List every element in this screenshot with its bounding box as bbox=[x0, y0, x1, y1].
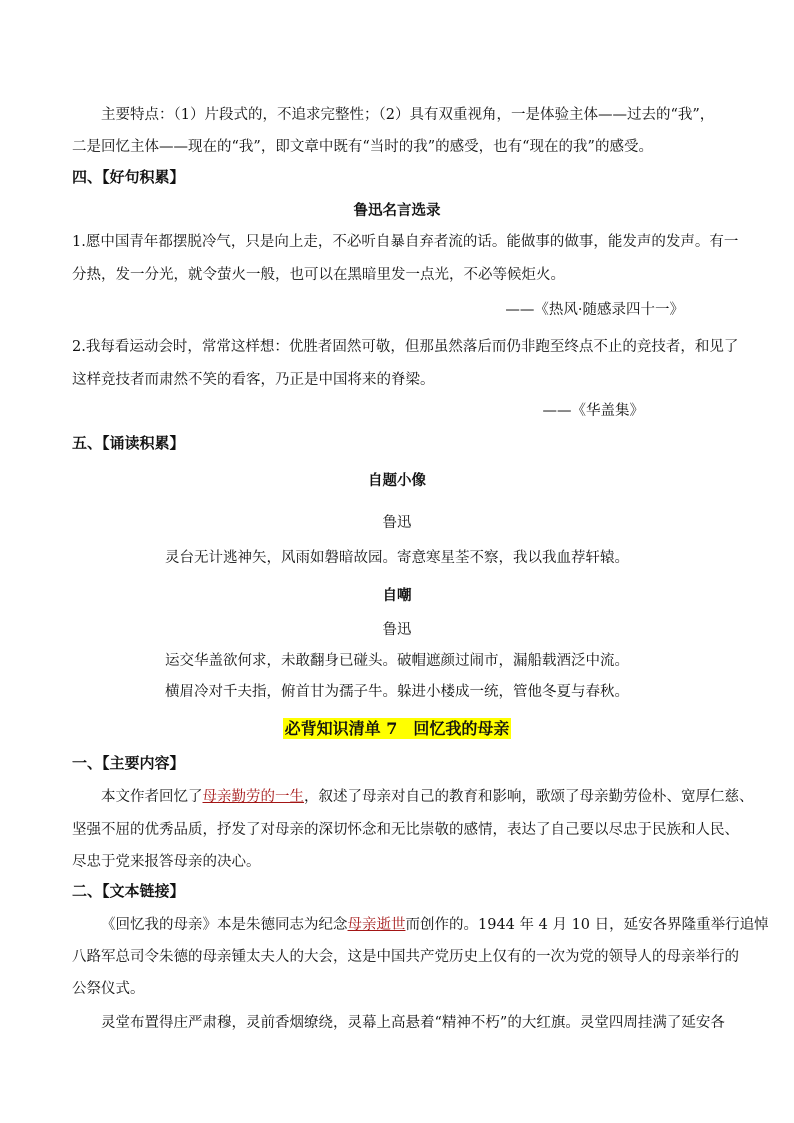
section-4-heading: 四、【好句积累】 bbox=[72, 168, 185, 186]
part-1-heading: 一、【主要内容】 bbox=[72, 754, 185, 772]
part-1-line-3: 尽忠于党来报答母亲的决心。 bbox=[72, 854, 261, 870]
section-4-subtitle: 鲁迅名言选录 bbox=[353, 202, 441, 219]
banner-title: 必背知识清单 7 回忆我的母亲 bbox=[284, 719, 510, 738]
poem-2-line-2: 横眉冷对千夫指，俯首甘为孺子牛。躲进小楼成一统，管他冬夏与春秋。 bbox=[165, 684, 629, 700]
quote-1-line-2: 分热，发一分光，就令萤火一般，也可以在黑暗里发一点光，不必等候炬火。 bbox=[72, 267, 565, 283]
poem-2-line-1: 运交华盖欲何求，未敢翻身已碰头。破帽遮颜过闹市，漏船载酒泛中流。 bbox=[165, 653, 629, 669]
poem-1-author: 鲁迅 bbox=[382, 515, 412, 531]
poem-1-line-1: 灵台无计逃神矢，风雨如磐暗故园。寄意寒星荃不察，我以我血荐轩辕。 bbox=[165, 550, 629, 566]
part-1-line-1-end: ，叙述了母亲对自己的教育和影响，歌颂了母亲勤劳俭朴、宽厚仁慈、 bbox=[304, 789, 754, 805]
poem-2-title: 自嘲 bbox=[382, 587, 412, 604]
banner bbox=[0, 716, 794, 739]
part-1-line-2: 坚强不屈的优秀品质，抒发了对母亲的深切怀念和无比崇敬的感情，表达了自己要以尽忠于民族和人民、 bbox=[72, 822, 739, 838]
quote-2-line-1: 2.我每看运动会时，常常这样想：优胜者固然可敬，但那虽然落后而仍非跑至终点不止的竞技者，和见了 bbox=[72, 339, 739, 355]
part-1-line-1 bbox=[72, 785, 754, 806]
poem-2-author: 鲁迅 bbox=[382, 622, 412, 638]
quote-2-line-2: 这样竞技者而肃然不笑的看客，乃正是中国将来的脊梁。 bbox=[72, 372, 435, 388]
features-line-2: 二是回忆主体——现在的“我”，即文章中既有“当时的我”的感受，也有“现在的我”的感受。 bbox=[72, 139, 653, 155]
part-2-highlight-mother-death: 母亲逝世 bbox=[347, 917, 406, 933]
part-1-highlight-mother-life: 母亲勤劳的一生 bbox=[202, 789, 304, 805]
poem-1-title: 自题小像 bbox=[368, 472, 426, 489]
section-5-heading: 五、【诵读积累】 bbox=[72, 434, 185, 452]
part-2-line-2: 八路军总司令朱德的母亲锺太夫人的大会，这是中国共产党历史上仅有的一次为党的领导人的母亲举行的 bbox=[72, 949, 739, 965]
quote-1-line-1: 1.愿中国青年都摆脱冷气，只是向上走，不必听自暴自弃者流的话。能做事的做事，能发声的发声。有一 bbox=[72, 234, 739, 250]
features-line-1: 主要特点：（1）片段式的，不追求完整性；（2）具有双重视角，一是体验主体——过去的“我”， bbox=[101, 107, 715, 123]
part-2-line-3: 公祭仪式。 bbox=[72, 981, 145, 997]
part-2-line-1 bbox=[72, 913, 769, 934]
part-1-line-1-start: 本文作者回忆了 bbox=[101, 789, 203, 805]
quote-1-source: ——《热风·随感录四十一》 bbox=[505, 302, 684, 318]
part-2-line-1-end: 而创作的。1944 年 4 月 10 日，延安各界隆重举行追悼 bbox=[405, 917, 769, 933]
quote-2-source: ——《华盖集》 bbox=[542, 403, 644, 419]
part-2-heading: 二、【文本链接】 bbox=[72, 882, 185, 900]
part-2-line-1-start: 《回忆我的母亲》本是朱德同志为纪念 bbox=[101, 917, 348, 933]
part-2-line-4: 灵堂布置得庄严肃穆，灵前香烟缭绕，灵幕上高悬着“精神不朽”的大红旗。灵堂四周挂满了延安各 bbox=[101, 1015, 725, 1031]
